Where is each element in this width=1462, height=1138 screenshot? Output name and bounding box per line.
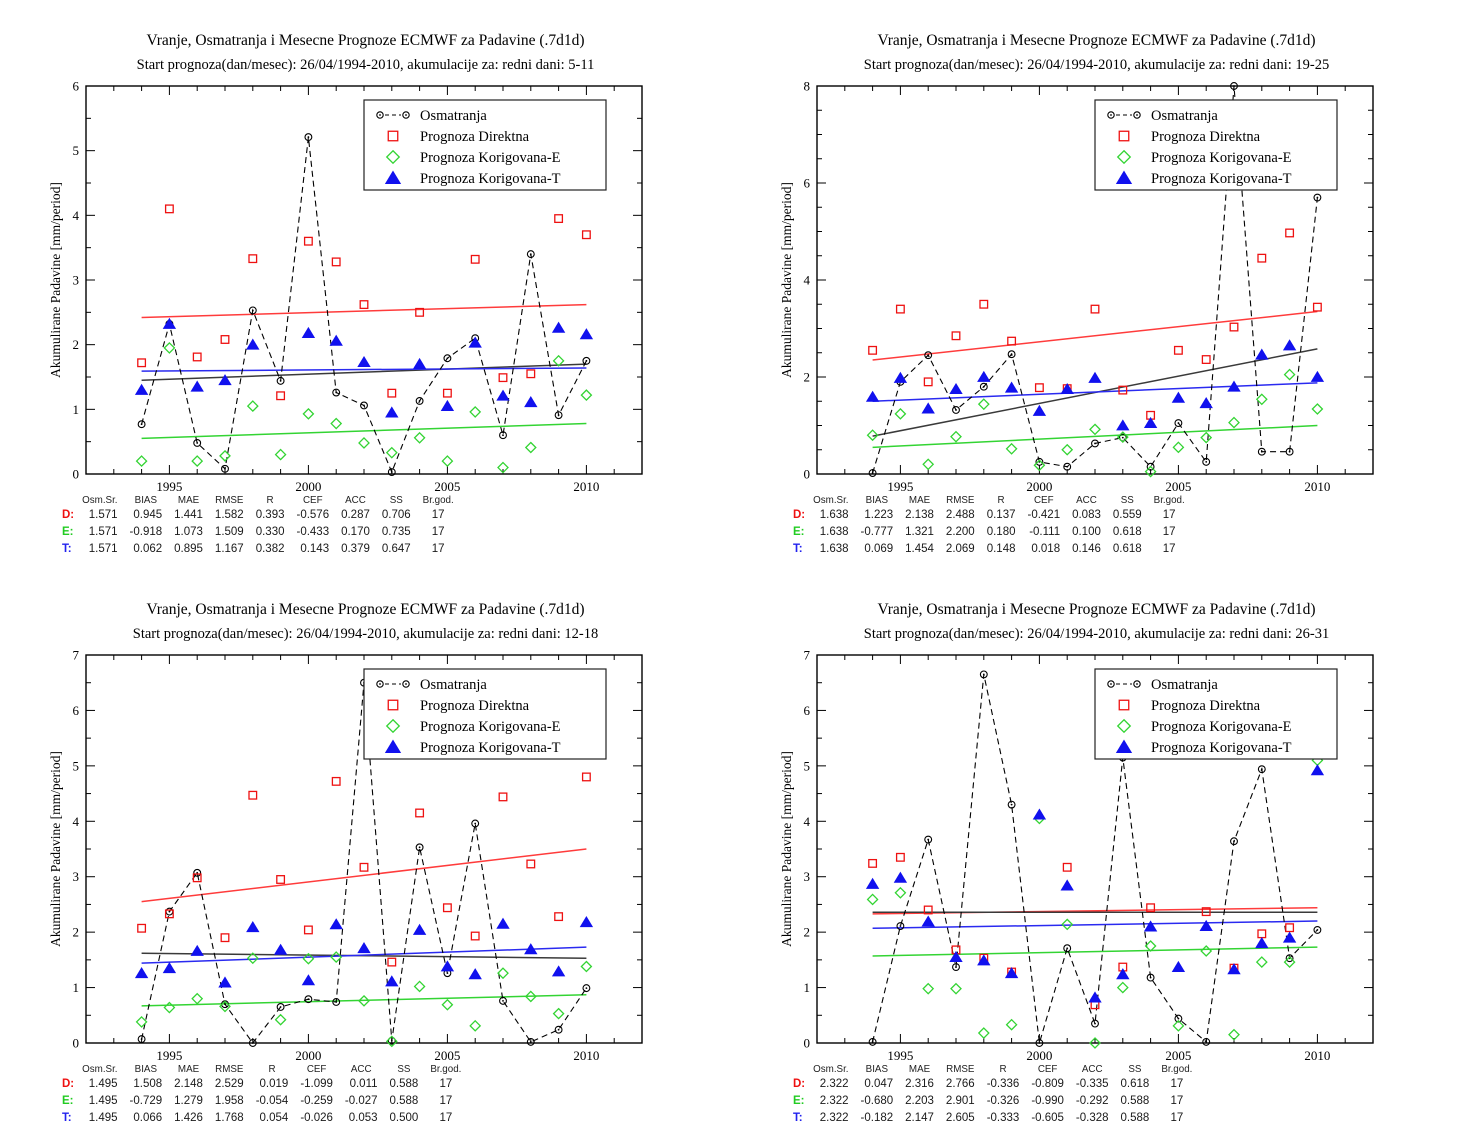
legend-label: Prognoza Korigovana-T — [420, 171, 561, 187]
x-tick-label: 2005 — [1165, 479, 1192, 494]
stats-value: 17 — [439, 1095, 453, 1107]
stats-value: 1.495 — [88, 1078, 118, 1090]
stats-value: 2.316 — [905, 1078, 934, 1090]
chart-subtitle: Start prognoza(dan/mesec): 26/04/1994-2010, akumulacije za: redni dani: 5-11 — [136, 57, 595, 73]
chart-canvas — [48, 78, 708, 502]
stats-header-cell: BIAS — [134, 495, 157, 506]
stats-row — [787, 1110, 1198, 1127]
stats-header-cell: Osm.Sr. — [813, 1064, 849, 1075]
stats-value: 1.958 — [214, 1095, 244, 1107]
y-tick-label: 2 — [803, 369, 810, 385]
stats-value: 2.148 — [174, 1078, 203, 1090]
stats-value: 2.529 — [214, 1078, 244, 1090]
trend-line-korigovana_e — [142, 424, 587, 439]
x-tick-label: 1995 — [156, 1048, 183, 1063]
y-tick-label: 7 — [72, 647, 79, 663]
y-tick-label: 4 — [803, 272, 810, 288]
y-tick-label: 3 — [72, 272, 79, 288]
stats-header-cell: SS — [1120, 495, 1134, 506]
stats-value: 0.945 — [133, 509, 163, 521]
y-tick-label: 0 — [72, 1035, 79, 1051]
stats-row-label: E: — [62, 1095, 74, 1107]
chart-panel-days-12-18 — [0, 569, 731, 1138]
stats-value: 17 — [1170, 1095, 1184, 1107]
stats-value: 17 — [1170, 1112, 1184, 1124]
stats-value: -0.027 — [344, 1095, 378, 1107]
stats-value: 0.148 — [986, 543, 1016, 555]
stats-row-label: E: — [62, 526, 74, 538]
x-tick-label: 2005 — [1165, 1048, 1192, 1063]
stats-header-cell: ACC — [1081, 1064, 1103, 1075]
stats-header-cell: Br.god. — [422, 495, 454, 506]
stats-value: 0.618 — [1112, 526, 1142, 538]
legend-label: Prognoza Korigovana-T — [1151, 740, 1292, 756]
stats-value: 0.618 — [1112, 543, 1142, 555]
stats-header-cell: CEF — [302, 495, 323, 506]
stats-value: 0.011 — [349, 1078, 378, 1090]
y-tick-label: 2 — [72, 924, 79, 940]
stats-value: 0.019 — [259, 1078, 289, 1090]
y-tick-label: 5 — [72, 758, 79, 774]
stats-value: 2.138 — [905, 509, 934, 521]
stats-header-cell: Osm.Sr. — [82, 1064, 118, 1075]
stats-value: 0.069 — [864, 543, 894, 555]
stats-value: -0.333 — [986, 1112, 1020, 1124]
stats-value: 0.588 — [1120, 1095, 1150, 1107]
stats-value: 1.223 — [864, 509, 894, 521]
stats-value: 1.582 — [214, 509, 244, 521]
x-tick-label: 1995 — [887, 1048, 914, 1063]
y-tick-label: 0 — [803, 1035, 810, 1051]
stats-header-cell: CEF — [1033, 495, 1054, 506]
trend-line-korigovana_e — [873, 947, 1318, 956]
chart-title: Vranje, Osmatranja i Mesecne Prognoze ECMWF za Padavine (.7d1d) — [877, 32, 1316, 49]
series-direktna — [138, 773, 590, 966]
stats-row-label: D: — [793, 1078, 806, 1090]
chart-title: Vranje, Osmatranja i Mesecne Prognoze ECMWF za Padavine (.7d1d) — [146, 601, 585, 618]
y-axis-label: Akumulirane Padavine [mm/period] — [779, 182, 794, 378]
legend-label: Prognoza Korigovana-E — [420, 719, 561, 735]
stats-header-cell: MAE — [177, 495, 200, 506]
chart-subtitle: Start prognoza(dan/mesec): 26/04/1994-2010, akumulacije za: redni dani: 12-18 — [132, 626, 599, 642]
series-korigovana_t — [867, 765, 1323, 1002]
stats-row — [56, 524, 460, 541]
stats-value: -0.292 — [1075, 1095, 1109, 1107]
stats-value: -0.259 — [300, 1095, 333, 1107]
y-tick-label: 1 — [803, 980, 810, 996]
stats-header-cell: MAE — [177, 1064, 200, 1075]
stats-value: 0.647 — [381, 543, 411, 555]
chart-canvas — [779, 647, 1439, 1071]
stats-value: 2.200 — [945, 526, 975, 538]
y-tick-label: 4 — [72, 813, 79, 829]
stats-value: 2.203 — [905, 1095, 934, 1107]
legend-label: Osmatranja — [1151, 677, 1218, 693]
stats-value: 1.073 — [174, 526, 203, 538]
stats-row — [787, 507, 1191, 524]
stats-header-row — [56, 1064, 467, 1076]
y-tick-label: 4 — [72, 207, 79, 223]
stats-value: -0.328 — [1075, 1112, 1109, 1124]
stats-header-cell: MAE — [908, 1064, 931, 1075]
stats-table — [56, 495, 460, 558]
y-axis-label: Akumulirane Padavine [mm/period] — [48, 751, 63, 947]
stats-value: 0.382 — [255, 543, 285, 555]
stats-header-cell: MAE — [908, 495, 931, 506]
stats-header-row — [787, 495, 1191, 507]
legend — [364, 100, 606, 190]
stats-value: -0.918 — [129, 526, 163, 538]
stats-value: 0.100 — [1072, 526, 1101, 538]
x-tick-label: 2010 — [1304, 1048, 1331, 1063]
stats-value: 0.500 — [389, 1112, 419, 1124]
stats-value: 1.638 — [819, 543, 849, 555]
stats-value: 17 — [1170, 1078, 1184, 1090]
y-tick-label: 6 — [72, 702, 79, 718]
stats-row — [56, 1076, 467, 1093]
trend-line-korigovana_t — [142, 368, 587, 371]
y-tick-label: 5 — [72, 143, 79, 159]
stats-row-label: D: — [793, 509, 806, 521]
stats-value: -0.809 — [1031, 1078, 1064, 1090]
legend-label: Prognoza Korigovana-E — [420, 150, 561, 166]
legend-label: Osmatranja — [420, 677, 487, 693]
stats-value: 17 — [439, 1112, 453, 1124]
chart-panel-days-26-31 — [731, 569, 1462, 1138]
stats-header-cell: Osm.Sr. — [82, 495, 118, 506]
stats-value: 0.180 — [986, 526, 1016, 538]
stats-header-cell: Br.god. — [430, 1064, 462, 1075]
legend-label: Prognoza Direktna — [420, 698, 530, 714]
stats-value: 0.588 — [389, 1078, 419, 1090]
chart-title: Vranje, Osmatranja i Mesecne Prognoze ECMWF za Padavine (.7d1d) — [877, 601, 1316, 618]
stats-value: 0.588 — [389, 1095, 419, 1107]
y-tick-label: 3 — [72, 869, 79, 885]
stats-header-cell: Osm.Sr. — [813, 495, 849, 506]
x-tick-label: 2000 — [295, 479, 322, 494]
stats-value: -0.729 — [129, 1095, 163, 1107]
stats-value: 0.588 — [1120, 1112, 1150, 1124]
trend-line-korigovana_t — [873, 921, 1318, 928]
series-direktna — [869, 229, 1321, 419]
stats-value: 1.495 — [88, 1112, 118, 1124]
stats-value: 0.083 — [1072, 509, 1101, 521]
stats-row — [56, 507, 460, 524]
stats-value: 0.393 — [255, 509, 285, 521]
stats-value: 0.170 — [341, 526, 370, 538]
stats-value: 0.143 — [300, 543, 330, 555]
stats-value: 0.559 — [1112, 509, 1142, 521]
stats-value: 17 — [431, 509, 445, 521]
trend-line-direktna — [142, 305, 587, 318]
stats-value: -0.433 — [296, 526, 330, 538]
stats-header-cell: BIAS — [134, 1064, 157, 1075]
legend — [1095, 100, 1337, 190]
stats-header-cell: ACC — [345, 495, 366, 506]
stats-header-cell: ACC — [350, 1064, 372, 1075]
stats-header-cell: R — [999, 1064, 1007, 1075]
stats-row — [787, 524, 1191, 541]
chart-panel-days-19-25 — [731, 0, 1462, 569]
x-tick-label: 2010 — [573, 479, 600, 494]
y-tick-label: 0 — [803, 466, 810, 482]
stats-value: -0.182 — [860, 1112, 894, 1124]
stats-row — [56, 1093, 467, 1110]
stats-row — [787, 1093, 1198, 1110]
stats-value: 0.618 — [1120, 1078, 1150, 1090]
stats-value: 17 — [1162, 526, 1176, 538]
legend-label: Prognoza Direktna — [420, 129, 530, 145]
stats-value: -0.111 — [1029, 526, 1061, 538]
stats-value: 0.066 — [133, 1112, 163, 1124]
stats-value: 0.330 — [255, 526, 285, 538]
chart-panel-days-5-11 — [0, 0, 731, 569]
stats-value: 0.047 — [864, 1078, 894, 1090]
stats-header-cell: Br.god. — [1161, 1064, 1193, 1075]
stats-row-label: D: — [62, 509, 75, 521]
stats-value: 2.901 — [945, 1095, 975, 1107]
chart-title: Vranje, Osmatranja i Mesecne Prognoze ECMWF za Padavine (.7d1d) — [146, 32, 585, 49]
stats-header-cell: RMSE — [946, 495, 975, 506]
stats-value: -0.680 — [860, 1095, 894, 1107]
stats-value: 0.379 — [341, 543, 370, 555]
stats-value: 1.167 — [214, 543, 244, 555]
y-tick-label: 7 — [803, 647, 810, 663]
stats-header-cell: CEF — [306, 1064, 327, 1075]
legend-label: Prognoza Korigovana-T — [1151, 171, 1292, 187]
stats-value: 1.508 — [133, 1078, 163, 1090]
stats-row-label: T: — [793, 543, 803, 555]
stats-value: 1.454 — [905, 543, 934, 555]
legend-label: Prognoza Korigovana-E — [1151, 150, 1292, 166]
trend-line-direktna — [142, 849, 587, 902]
y-tick-label: 1 — [72, 980, 79, 996]
stats-value: 2.488 — [945, 509, 975, 521]
stats-value: 0.146 — [1072, 543, 1101, 555]
stats-header-cell: SS — [389, 495, 403, 506]
stats-value: 0.053 — [348, 1112, 378, 1124]
trend-lines — [873, 908, 1318, 956]
x-tick-label: 2005 — [434, 1048, 461, 1063]
stats-value: -0.421 — [1027, 509, 1061, 521]
stats-value: -0.576 — [296, 509, 330, 521]
x-tick-label: 2000 — [295, 1048, 322, 1063]
stats-value: 0.018 — [1031, 543, 1061, 555]
y-tick-label: 2 — [72, 337, 79, 353]
stats-row — [56, 541, 460, 558]
stats-value: 1.426 — [174, 1112, 203, 1124]
y-axis-label: Akumulirane Padavine [mm/period] — [48, 182, 63, 378]
y-tick-label: 1 — [72, 401, 79, 417]
stats-row — [56, 1110, 467, 1127]
stats-value: 0.137 — [986, 509, 1016, 521]
stats-header-cell: SS — [1128, 1064, 1142, 1075]
stats-value: 1.638 — [819, 509, 849, 521]
x-tick-label: 2005 — [434, 479, 461, 494]
legend-label: Prognoza Korigovana-E — [1151, 719, 1292, 735]
stats-value: -0.335 — [1075, 1078, 1109, 1090]
stats-value: 0.895 — [174, 543, 203, 555]
x-tick-label: 2010 — [1304, 479, 1331, 494]
stats-row-label: T: — [62, 1112, 72, 1124]
stats-value: 2.322 — [819, 1095, 849, 1107]
stats-row-label: T: — [793, 1112, 803, 1124]
stats-header-cell: RMSE — [215, 495, 244, 506]
stats-value: 17 — [439, 1078, 453, 1090]
stats-value: 0.054 — [259, 1112, 289, 1124]
stats-value: 0.735 — [381, 526, 411, 538]
stats-value: 2.069 — [945, 543, 975, 555]
stats-value: 2.322 — [819, 1078, 849, 1090]
stats-header-cell: R — [268, 1064, 276, 1075]
stats-header-cell: ACC — [1076, 495, 1097, 506]
stats-value: 1.638 — [819, 526, 849, 538]
y-tick-label: 0 — [72, 466, 79, 482]
stats-header-row — [56, 495, 460, 507]
stats-header-cell: RMSE — [946, 1064, 975, 1075]
stats-row — [787, 541, 1191, 558]
stats-value: -0.054 — [255, 1095, 289, 1107]
stats-header-cell: SS — [397, 1064, 411, 1075]
stats-header-cell: Br.god. — [1153, 495, 1185, 506]
stats-value: 17 — [431, 526, 445, 538]
legend-label: Prognoza Korigovana-T — [420, 740, 561, 756]
stats-value: -0.990 — [1031, 1095, 1064, 1107]
stats-header-cell: CEF — [1037, 1064, 1058, 1075]
stats-value: 17 — [1162, 509, 1176, 521]
stats-header-cell: R — [997, 495, 1005, 506]
y-tick-label: 4 — [803, 813, 810, 829]
legend-label: Osmatranja — [1151, 108, 1218, 124]
x-tick-label: 1995 — [887, 479, 914, 494]
trend-line-korigovana_t — [873, 383, 1318, 401]
stats-value: 1.509 — [214, 526, 244, 538]
stats-value: 2.766 — [945, 1078, 975, 1090]
stats-row-label: D: — [62, 1078, 75, 1090]
chart-subtitle: Start prognoza(dan/mesec): 26/04/1994-2010, akumulacije za: redni dani: 19-25 — [863, 57, 1330, 73]
stats-table — [787, 1064, 1198, 1127]
chart-canvas — [779, 78, 1439, 502]
stats-table — [787, 495, 1191, 558]
stats-value: 1.495 — [88, 1095, 118, 1107]
y-tick-label: 6 — [72, 78, 79, 94]
stats-value: -0.777 — [860, 526, 894, 538]
y-tick-label: 8 — [803, 78, 810, 94]
stats-value: 0.287 — [341, 509, 370, 521]
stats-value: -0.326 — [986, 1095, 1020, 1107]
stats-value: 17 — [1162, 543, 1176, 555]
series-korigovana_t — [136, 917, 592, 987]
stats-value: 0.062 — [133, 543, 163, 555]
stats-header-cell: R — [266, 495, 274, 506]
x-tick-label: 2000 — [1026, 1048, 1053, 1063]
stats-value: -0.336 — [986, 1078, 1020, 1090]
legend — [364, 669, 606, 759]
stats-value: 1.321 — [905, 526, 934, 538]
stats-value: 2.322 — [819, 1112, 849, 1124]
stats-row-label: E: — [793, 1095, 805, 1107]
series-korigovana_e — [137, 952, 592, 1046]
stats-value: 2.147 — [905, 1112, 934, 1124]
y-tick-label: 3 — [803, 869, 810, 885]
y-axis-label: Akumulirane Padavine [mm/period] — [779, 751, 794, 947]
stats-value: 1.279 — [174, 1095, 203, 1107]
x-tick-label: 2010 — [573, 1048, 600, 1063]
legend — [1095, 669, 1337, 759]
stats-value: 1.571 — [88, 509, 118, 521]
series-direktna — [869, 721, 1321, 1009]
stats-header-row — [787, 1064, 1198, 1076]
y-tick-label: 5 — [803, 758, 810, 774]
stats-header-cell: RMSE — [215, 1064, 244, 1075]
stats-value: -0.026 — [300, 1112, 333, 1124]
legend-label: Osmatranja — [420, 108, 487, 124]
trend-line-direktna — [873, 312, 1318, 361]
stats-row-label: T: — [62, 543, 72, 555]
stats-value: 1.571 — [88, 543, 118, 555]
y-tick-label: 6 — [803, 175, 810, 191]
series-korigovana_e — [868, 755, 1323, 1048]
legend-label: Prognoza Direktna — [1151, 129, 1261, 145]
y-tick-label: 6 — [803, 702, 810, 718]
stats-header-cell: BIAS — [865, 1064, 888, 1075]
legend-label: Prognoza Direktna — [1151, 698, 1261, 714]
x-tick-label: 2000 — [1026, 479, 1053, 494]
stats-row — [787, 1076, 1198, 1093]
stats-value: 1.768 — [214, 1112, 244, 1124]
stats-value: 1.571 — [88, 526, 118, 538]
chart-canvas — [48, 647, 708, 1071]
y-tick-label: 2 — [803, 924, 810, 940]
stats-value: 1.441 — [174, 509, 203, 521]
stats-value: 17 — [431, 543, 445, 555]
stats-value: -1.099 — [300, 1078, 333, 1090]
stats-value: 0.706 — [381, 509, 411, 521]
stats-value: -0.605 — [1031, 1112, 1064, 1124]
stats-row-label: E: — [793, 526, 805, 538]
x-tick-label: 1995 — [156, 479, 183, 494]
chart-subtitle: Start prognoza(dan/mesec): 26/04/1994-2010, akumulacije za: redni dani: 26-31 — [863, 626, 1330, 642]
stats-table — [56, 1064, 467, 1127]
stats-value: 2.605 — [945, 1112, 975, 1124]
stats-header-cell: BIAS — [865, 495, 888, 506]
